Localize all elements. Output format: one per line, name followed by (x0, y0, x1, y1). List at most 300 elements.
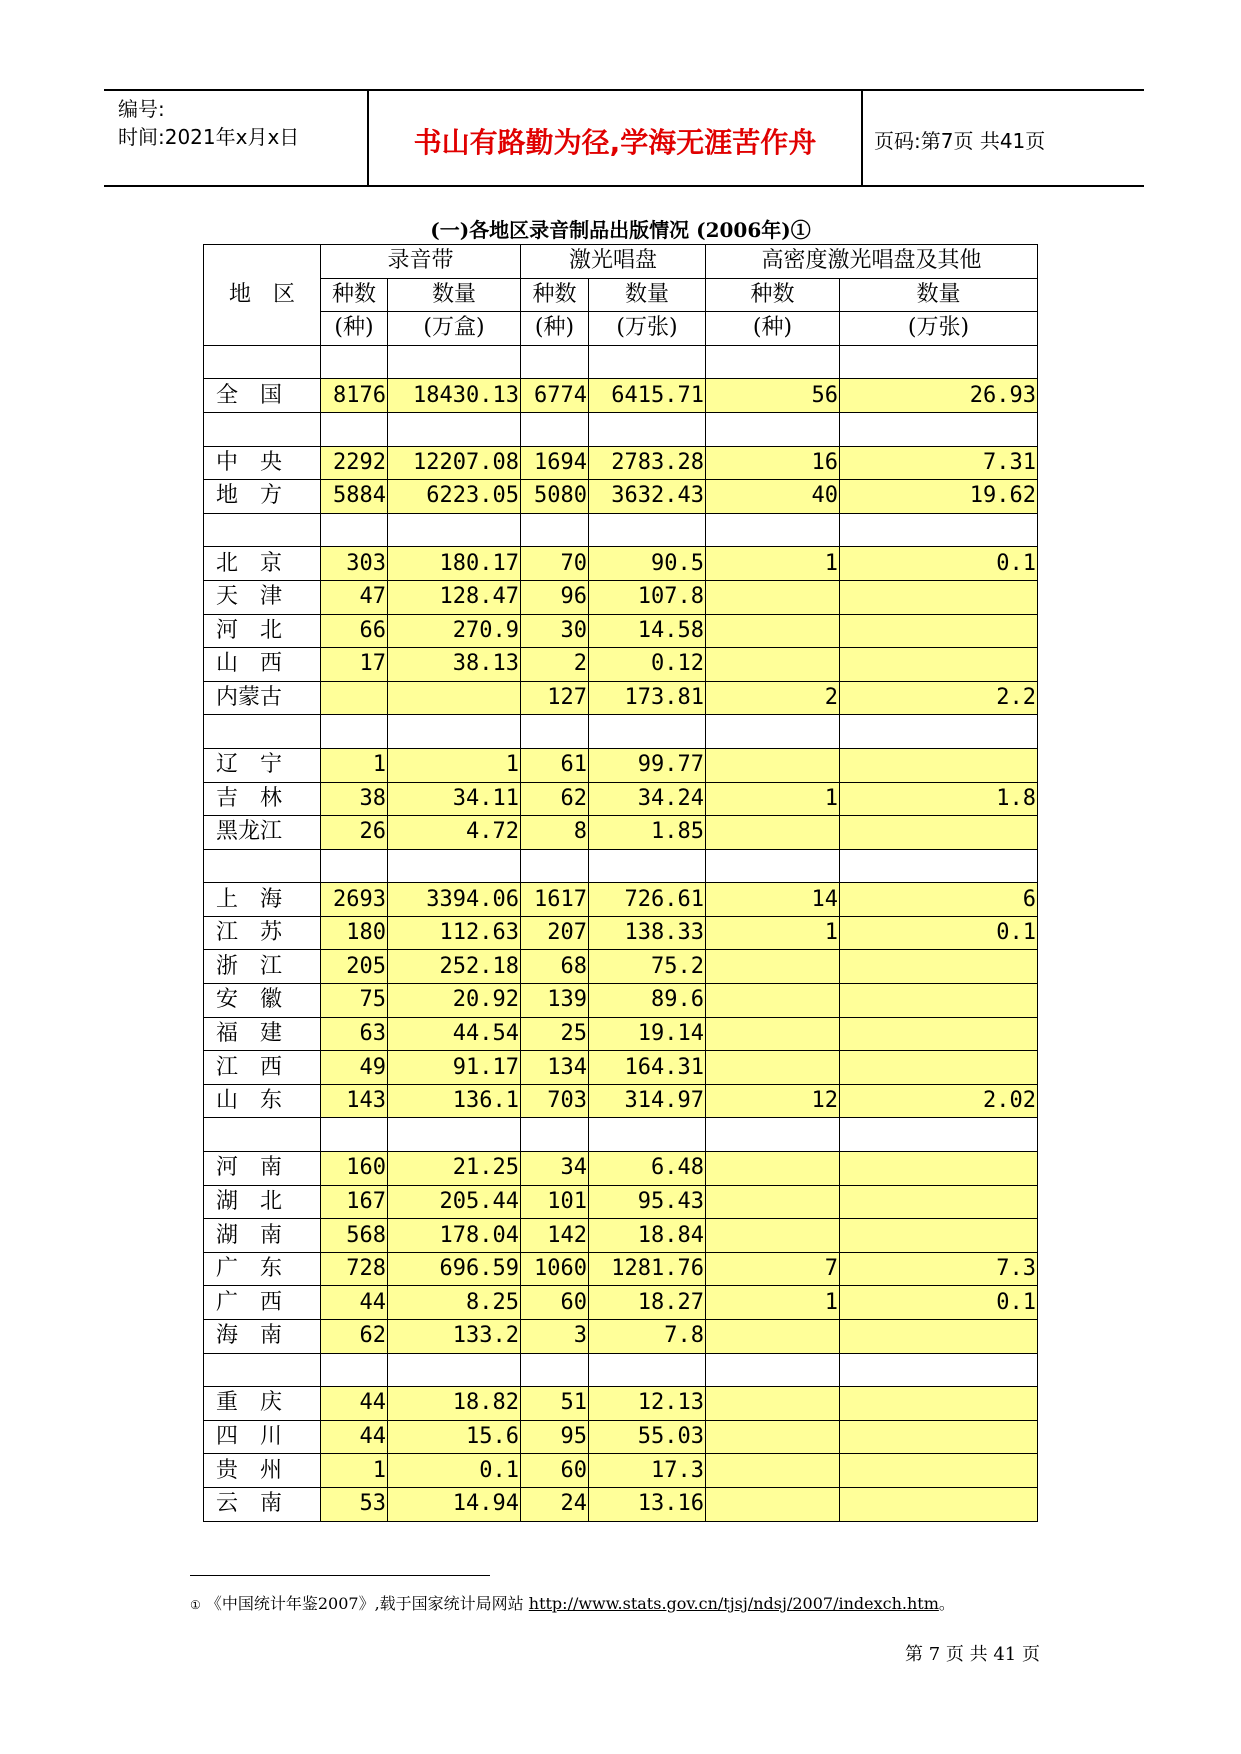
table-row (204, 1387, 1038, 1421)
value-cell: 1 (706, 547, 840, 581)
footnote-end: 。 (938, 1594, 955, 1613)
value-cell: 142 (521, 1219, 589, 1253)
value-cell (321, 681, 388, 715)
value-cell: 17.3 (589, 1454, 706, 1488)
table-row (204, 1219, 1038, 1253)
page-number: 第 7 页 共 41 页 (905, 1644, 1040, 1665)
value-cell (706, 1387, 840, 1421)
value-cell: 205 (321, 950, 388, 984)
region-cell (204, 715, 321, 749)
value-cell (840, 748, 1038, 782)
value-cell (388, 849, 521, 883)
value-cell: 62 (321, 1320, 388, 1354)
value-cell: 2783.28 (589, 446, 706, 480)
footnote-link[interactable]: http://www.stats.gov.cn/tjsj/ndsj/2007/indexch.htm (528, 1594, 939, 1613)
table-row (204, 1454, 1038, 1488)
value-cell: 55.03 (589, 1420, 706, 1454)
value-cell: 2.02 (840, 1084, 1038, 1118)
subheader: 数量 (589, 278, 706, 312)
region-cell: 北 京 (204, 547, 321, 581)
value-cell (840, 345, 1038, 379)
value-cell: 47 (321, 580, 388, 614)
value-cell: 1 (321, 748, 388, 782)
table-row (204, 950, 1038, 984)
value-cell: 134 (521, 1051, 589, 1085)
value-cell (388, 345, 521, 379)
region-cell: 全 国 (204, 379, 321, 413)
value-cell: 51 (521, 1387, 589, 1421)
value-cell: 568 (321, 1219, 388, 1253)
value-cell (589, 345, 706, 379)
value-cell (706, 1454, 840, 1488)
region-cell: 河 南 (204, 1152, 321, 1186)
value-cell: 0.1 (840, 916, 1038, 950)
table-row (204, 816, 1038, 850)
table-row (204, 580, 1038, 614)
table-row (204, 1084, 1038, 1118)
footnote-text: 《中国统计年鉴2007》,载于国家统计局网站 (205, 1594, 524, 1613)
value-cell (706, 1487, 840, 1521)
value-cell: 143 (321, 1084, 388, 1118)
value-cell: 12.13 (589, 1387, 706, 1421)
value-cell: 5080 (521, 480, 589, 514)
value-cell: 99.77 (589, 748, 706, 782)
value-cell: 1 (706, 1286, 840, 1320)
region-cell (204, 849, 321, 883)
value-cell: 19.62 (840, 480, 1038, 514)
value-cell (840, 1219, 1038, 1253)
table-row (204, 681, 1038, 715)
value-cell (840, 1051, 1038, 1085)
page-label: 页码:第7页 共41页 (874, 129, 1046, 153)
group-header: 高密度激光唱盘及其他 (706, 245, 1038, 279)
value-cell (840, 1454, 1038, 1488)
region-cell: 地 方 (204, 480, 321, 514)
value-cell: 726.61 (589, 883, 706, 917)
value-cell (589, 715, 706, 749)
value-cell: 26.93 (840, 379, 1038, 413)
unit-header: (种) (521, 312, 589, 346)
value-cell (706, 1353, 840, 1387)
value-cell: 180 (321, 916, 388, 950)
value-cell: 1.85 (589, 816, 706, 850)
value-cell: 16 (706, 446, 840, 480)
value-cell: 38.13 (388, 648, 521, 682)
spacer-row (204, 513, 1038, 547)
value-cell: 127 (521, 681, 589, 715)
value-cell (840, 580, 1038, 614)
value-cell: 14.94 (388, 1487, 521, 1521)
region-cell: 河 北 (204, 614, 321, 648)
value-cell (388, 681, 521, 715)
table-row (204, 916, 1038, 950)
table-row (204, 547, 1038, 581)
value-cell: 207 (521, 916, 589, 950)
unit-header: (万张) (589, 312, 706, 346)
value-cell: 38 (321, 782, 388, 816)
value-cell: 0.1 (840, 547, 1038, 581)
value-cell: 2693 (321, 883, 388, 917)
header-motto-box (367, 91, 863, 185)
value-cell: 12207.08 (388, 446, 521, 480)
value-cell: 19.14 (589, 1017, 706, 1051)
region-cell: 广 东 (204, 1252, 321, 1286)
value-cell (840, 1152, 1038, 1186)
value-cell: 3394.06 (388, 883, 521, 917)
group-header: 激光唱盘 (521, 245, 706, 279)
table-row (204, 1286, 1038, 1320)
region-cell: 内蒙古 (204, 681, 321, 715)
region-cell: 山 东 (204, 1084, 321, 1118)
value-cell: 14 (706, 883, 840, 917)
value-cell (321, 513, 388, 547)
value-cell: 40 (706, 480, 840, 514)
value-cell (706, 816, 840, 850)
unit-header: (万盒) (388, 312, 521, 346)
table-row (204, 379, 1038, 413)
value-cell: 0.1 (388, 1454, 521, 1488)
value-cell: 17 (321, 648, 388, 682)
statistics-table (203, 244, 1038, 1522)
table-row (204, 480, 1038, 514)
value-cell: 0.1 (840, 1286, 1038, 1320)
value-cell: 95 (521, 1420, 589, 1454)
value-cell: 14.58 (589, 614, 706, 648)
value-cell: 205.44 (388, 1185, 521, 1219)
subheader: 数量 (840, 278, 1038, 312)
value-cell (589, 1118, 706, 1152)
value-cell: 6 (840, 883, 1038, 917)
table-row (204, 1017, 1038, 1051)
value-cell: 136.1 (388, 1084, 521, 1118)
value-cell: 70 (521, 547, 589, 581)
value-cell (321, 849, 388, 883)
value-cell: 696.59 (388, 1252, 521, 1286)
unit-header: (种) (706, 312, 840, 346)
value-cell: 6415.71 (589, 379, 706, 413)
table-row (204, 1152, 1038, 1186)
value-cell: 12 (706, 1084, 840, 1118)
value-cell: 13.16 (589, 1487, 706, 1521)
value-cell: 303 (321, 547, 388, 581)
value-cell (706, 1152, 840, 1186)
table-row (204, 1487, 1038, 1521)
value-cell: 1617 (521, 883, 589, 917)
value-cell: 270.9 (388, 614, 521, 648)
value-cell: 1 (706, 916, 840, 950)
value-cell: 95.43 (589, 1185, 706, 1219)
value-cell: 60 (521, 1286, 589, 1320)
value-cell: 133.2 (388, 1320, 521, 1354)
region-cell: 福 建 (204, 1017, 321, 1051)
value-cell: 34 (521, 1152, 589, 1186)
value-cell (321, 1353, 388, 1387)
subheader: 数量 (388, 278, 521, 312)
spacer-row (204, 849, 1038, 883)
footnote (190, 1591, 955, 1614)
region-cell: 安 徽 (204, 984, 321, 1018)
region-cell (204, 345, 321, 379)
value-cell: 25 (521, 1017, 589, 1051)
value-cell (521, 513, 589, 547)
spacer-row (204, 1118, 1038, 1152)
value-cell: 2292 (321, 446, 388, 480)
value-cell (840, 1353, 1038, 1387)
value-cell: 314.97 (589, 1084, 706, 1118)
value-cell (388, 1118, 521, 1152)
serial-label: 编号: (118, 97, 165, 121)
region-cell: 山 西 (204, 648, 321, 682)
value-cell (388, 1353, 521, 1387)
value-cell: 178.04 (388, 1219, 521, 1253)
value-cell (706, 1420, 840, 1454)
value-cell: 703 (521, 1084, 589, 1118)
value-cell (840, 849, 1038, 883)
header-left (118, 95, 368, 151)
value-cell: 2.2 (840, 681, 1038, 715)
value-cell: 252.18 (388, 950, 521, 984)
spacer-row (204, 412, 1038, 446)
value-cell: 0.12 (589, 648, 706, 682)
table-row (204, 782, 1038, 816)
value-cell: 5884 (321, 480, 388, 514)
value-cell: 1 (388, 748, 521, 782)
value-cell (388, 513, 521, 547)
value-cell: 96 (521, 580, 589, 614)
value-cell: 26 (321, 816, 388, 850)
value-cell (321, 715, 388, 749)
region-cell: 江 苏 (204, 916, 321, 950)
group-header: 录音带 (321, 245, 521, 279)
value-cell (706, 614, 840, 648)
table-row (204, 614, 1038, 648)
value-cell (840, 816, 1038, 850)
value-cell (706, 1051, 840, 1085)
value-cell (388, 412, 521, 446)
value-cell: 138.33 (589, 916, 706, 950)
region-cell: 湖 北 (204, 1185, 321, 1219)
time-label: 时间:2021年x月x日 (118, 125, 300, 149)
value-cell: 18.27 (589, 1286, 706, 1320)
value-cell: 164.31 (589, 1051, 706, 1085)
value-cell: 6.48 (589, 1152, 706, 1186)
value-cell (706, 1185, 840, 1219)
value-cell (840, 614, 1038, 648)
value-cell: 75.2 (589, 950, 706, 984)
value-cell (589, 1353, 706, 1387)
value-cell: 21.25 (388, 1152, 521, 1186)
value-cell: 20.92 (388, 984, 521, 1018)
value-cell: 61 (521, 748, 589, 782)
value-cell (706, 1320, 840, 1354)
value-cell: 44 (321, 1420, 388, 1454)
region-cell: 海 南 (204, 1320, 321, 1354)
value-cell (521, 715, 589, 749)
value-cell: 44 (321, 1387, 388, 1421)
value-cell: 90.5 (589, 547, 706, 581)
region-cell: 云 南 (204, 1487, 321, 1521)
value-cell: 3 (521, 1320, 589, 1354)
subheader: 种数 (321, 278, 388, 312)
value-cell (521, 849, 589, 883)
value-cell (706, 345, 840, 379)
value-cell: 6774 (521, 379, 589, 413)
subheader: 种数 (521, 278, 589, 312)
value-cell (840, 715, 1038, 749)
table-row (204, 748, 1038, 782)
value-cell: 18430.13 (388, 379, 521, 413)
region-cell: 中 央 (204, 446, 321, 480)
value-cell: 1 (321, 1454, 388, 1488)
value-cell: 2 (521, 648, 589, 682)
value-cell: 6223.05 (388, 480, 521, 514)
value-cell: 24 (521, 1487, 589, 1521)
value-cell: 18.84 (589, 1219, 706, 1253)
value-cell: 53 (321, 1487, 388, 1521)
value-cell: 2 (706, 681, 840, 715)
value-cell: 7.31 (840, 446, 1038, 480)
value-cell: 8176 (321, 379, 388, 413)
value-cell: 139 (521, 984, 589, 1018)
value-cell: 68 (521, 950, 589, 984)
table-row (204, 1051, 1038, 1085)
region-cell (204, 513, 321, 547)
value-cell: 1.8 (840, 782, 1038, 816)
value-cell: 60 (521, 1454, 589, 1488)
value-cell: 89.6 (589, 984, 706, 1018)
region-cell (204, 412, 321, 446)
region-cell: 贵 州 (204, 1454, 321, 1488)
table-title: (一)各地区录音制品出版情况 (2006年)① (430, 218, 811, 242)
spacer-row (204, 345, 1038, 379)
value-cell (840, 648, 1038, 682)
value-cell (706, 513, 840, 547)
value-cell (706, 1219, 840, 1253)
region-cell: 广 西 (204, 1286, 321, 1320)
value-cell: 66 (321, 614, 388, 648)
value-cell: 107.8 (589, 580, 706, 614)
value-cell (589, 849, 706, 883)
value-cell (706, 715, 840, 749)
value-cell (840, 984, 1038, 1018)
value-cell: 15.6 (388, 1420, 521, 1454)
value-cell (706, 984, 840, 1018)
region-cell: 吉 林 (204, 782, 321, 816)
value-cell (521, 1118, 589, 1152)
region-cell: 江 西 (204, 1051, 321, 1085)
value-cell: 7 (706, 1252, 840, 1286)
value-cell: 180.17 (388, 547, 521, 581)
region-cell: 四 川 (204, 1420, 321, 1454)
unit-header: (万张) (840, 312, 1038, 346)
value-cell (840, 1185, 1038, 1219)
region-cell: 湖 南 (204, 1219, 321, 1253)
value-cell (840, 1017, 1038, 1051)
value-cell: 160 (321, 1152, 388, 1186)
value-cell (521, 412, 589, 446)
table-row (204, 648, 1038, 682)
table-row (204, 1185, 1038, 1219)
value-cell: 44 (321, 1286, 388, 1320)
region-cell: 黑龙江 (204, 816, 321, 850)
value-cell: 1060 (521, 1252, 589, 1286)
value-cell (521, 345, 589, 379)
value-cell: 8 (521, 816, 589, 850)
value-cell (840, 1420, 1038, 1454)
value-cell (706, 1017, 840, 1051)
value-cell: 18.82 (388, 1387, 521, 1421)
unit-header: (种) (321, 312, 388, 346)
value-cell: 1694 (521, 446, 589, 480)
table-row (204, 1320, 1038, 1354)
region-cell: 上 海 (204, 883, 321, 917)
value-cell: 112.63 (388, 916, 521, 950)
region-cell (204, 1353, 321, 1387)
value-cell: 128.47 (388, 580, 521, 614)
value-cell: 91.17 (388, 1051, 521, 1085)
value-cell (840, 1387, 1038, 1421)
value-cell (589, 412, 706, 446)
value-cell: 63 (321, 1017, 388, 1051)
region-cell: 天 津 (204, 580, 321, 614)
value-cell: 7.8 (589, 1320, 706, 1354)
value-cell: 75 (321, 984, 388, 1018)
value-cell (840, 950, 1038, 984)
value-cell (706, 748, 840, 782)
value-cell (840, 1487, 1038, 1521)
value-cell: 173.81 (589, 681, 706, 715)
value-cell: 167 (321, 1185, 388, 1219)
value-cell: 4.72 (388, 816, 521, 850)
value-cell: 34.24 (589, 782, 706, 816)
region-cell: 浙 江 (204, 950, 321, 984)
value-cell: 3632.43 (589, 480, 706, 514)
value-cell: 728 (321, 1252, 388, 1286)
value-cell: 1281.76 (589, 1252, 706, 1286)
value-cell (706, 412, 840, 446)
value-cell (840, 412, 1038, 446)
value-cell: 8.25 (388, 1286, 521, 1320)
value-cell: 1 (706, 782, 840, 816)
subheader: 种数 (706, 278, 840, 312)
value-cell: 30 (521, 614, 589, 648)
table-row (204, 883, 1038, 917)
value-cell (840, 513, 1038, 547)
region-cell (204, 1118, 321, 1152)
value-cell (840, 1118, 1038, 1152)
value-cell (321, 412, 388, 446)
region-cell: 重 庆 (204, 1387, 321, 1421)
value-cell (706, 1118, 840, 1152)
value-cell: 49 (321, 1051, 388, 1085)
region-cell: 辽 宁 (204, 748, 321, 782)
footnote-rule (190, 1575, 490, 1576)
value-cell (321, 345, 388, 379)
value-cell: 101 (521, 1185, 589, 1219)
table-row (204, 1420, 1038, 1454)
value-cell (706, 950, 840, 984)
value-cell (706, 580, 840, 614)
spacer-row (204, 1353, 1038, 1387)
value-cell: 62 (521, 782, 589, 816)
value-cell (706, 648, 840, 682)
value-cell: 7.3 (840, 1252, 1038, 1286)
page-header (104, 89, 1144, 187)
region-header: 地 区 (204, 245, 321, 346)
motto: 书山有路勤为径,学海无涯苦作舟 (413, 126, 817, 159)
value-cell: 56 (706, 379, 840, 413)
table-row (204, 1252, 1038, 1286)
